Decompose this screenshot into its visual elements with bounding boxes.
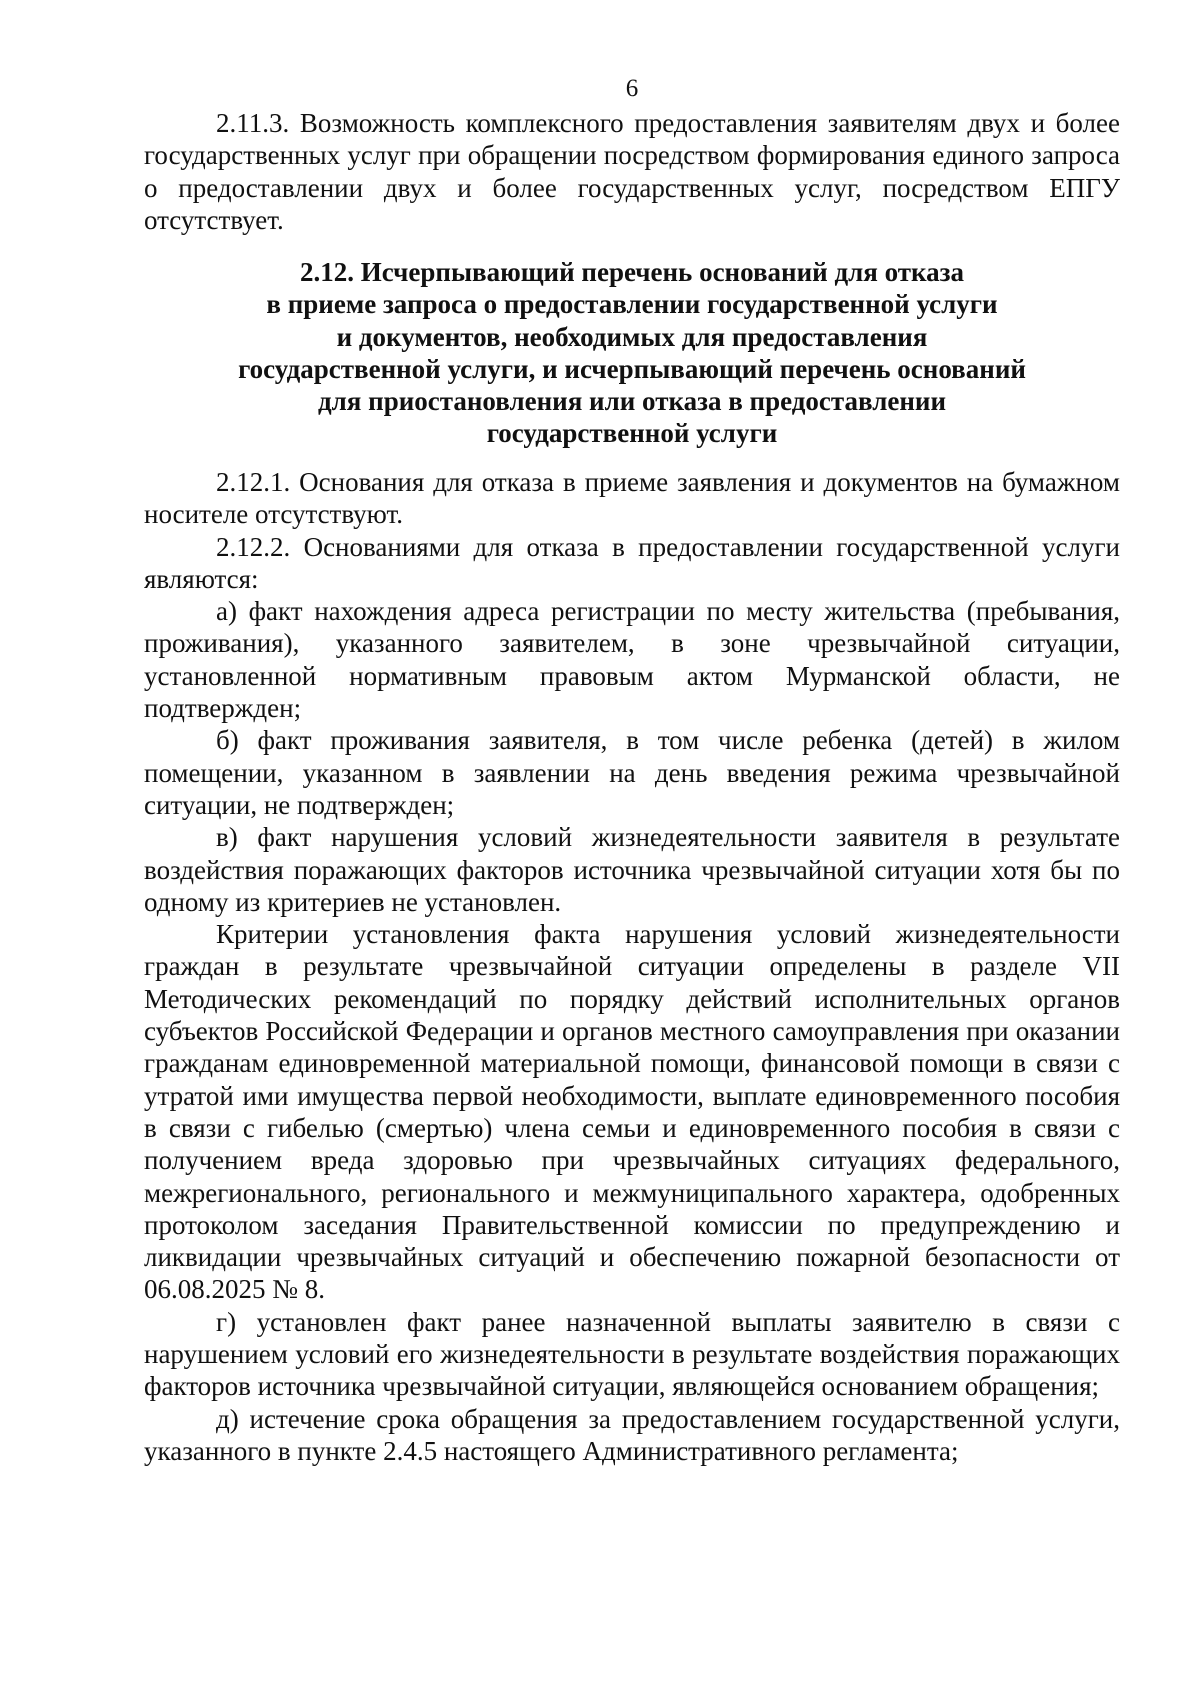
criteria-paragraph: Критерии установления факта нарушения условий жизнедеятельности граждан в результате чрезвычайной ситуации определены в разделе VII Методических рекомендаций по порядку действий исполнительных органов субъектов Российской Федерации и органов местного самоуправления при оказании гражданам единовременной материальной помощи, финансовой помощи в связи с утратой ими имущества первой необходимости, выплате единовременного пособия в связи с гибелью (смертью) члена семьи и единовременного пособия в связи с получением вреда здоровью при чрезвычайных ситуациях федерального, межрегионального, регионального и межмуниципального характера, одобренных протоколом заседания Правительственной комиссии по предупреждению и ликвидации чрезвычайных ситуаций и обеспечению пожарной безопасности от 06.08.2025 № 8. — [144, 919, 1120, 1305]
list-item-a: а) факт нахождения адреса регистрации по месту жительства (пребывания, проживания), указанного заявителем, в зоне чрезвычайной ситуации, установленной нормативным правовым актом Мурманской области, не подтвержден; — [144, 596, 1120, 724]
list-item-b: б) факт проживания заявителя, в том числе ребенка (детей) в жилом помещении, указанном в заявлении на день введения режима чрезвычайной ситуации, не подтвержден; — [144, 725, 1120, 820]
list-item-g: г) установлен факт ранее назначенной выплаты заявителю в связи с нарушением условий его жизнедеятельности в результате воздействия поражающих факторов источника чрезвычайной ситуации, являющейся основанием обращения; — [144, 1306, 1120, 1402]
page-number: 6 — [625, 75, 639, 102]
section-body — [144, 466, 1120, 1467]
clause-2-11-3 — [144, 107, 1120, 236]
section-heading-2-12 — [144, 256, 1120, 450]
paragraph-2-12-2: 2.12.2. Основаниями для отказа в предоставлении государственной услуги являются: — [144, 531, 1120, 594]
heading-line: и документов, необходимых для предоставления — [336, 321, 928, 352]
heading-line: 2.12. Исчерпывающий перечень оснований для отказа — [299, 257, 965, 287]
list-item-v: в) факт нарушения условий жизнедеятельности заявителя в результате воздействия поражающих факторов источника чрезвычайной ситуации хотя бы по одному из критериев не установлен. — [144, 822, 1120, 917]
heading-line: государственной услуги — [486, 418, 778, 449]
heading-line: государственной услуги, и исчерпывающий перечень оснований — [238, 353, 1026, 384]
paragraph-2-11-3: 2.11.3. Возможность комплексного предоставления заявителям двух и более государственных услуг при обращении посредством формирования единого запроса о предоставлении двух и более государственных услуг, посредством ЕПГУ отсутствует. — [144, 108, 1120, 235]
section-heading — [144, 256, 1120, 450]
heading-line: в приеме запроса о предоставлении государственной услуги — [266, 289, 998, 320]
heading-line: для приостановления или отказа в предоставлении — [317, 386, 947, 417]
list-item-d: д) истечение срока обращения за предоставлением государственной услуги, указанного в пункте 2.4.5 настоящего Административного регламента; — [144, 1403, 1120, 1466]
paragraph-2-12-1: 2.12.1. Основания для отказа в приеме заявления и документов на бумажном носителе отсутствуют. — [144, 467, 1120, 530]
